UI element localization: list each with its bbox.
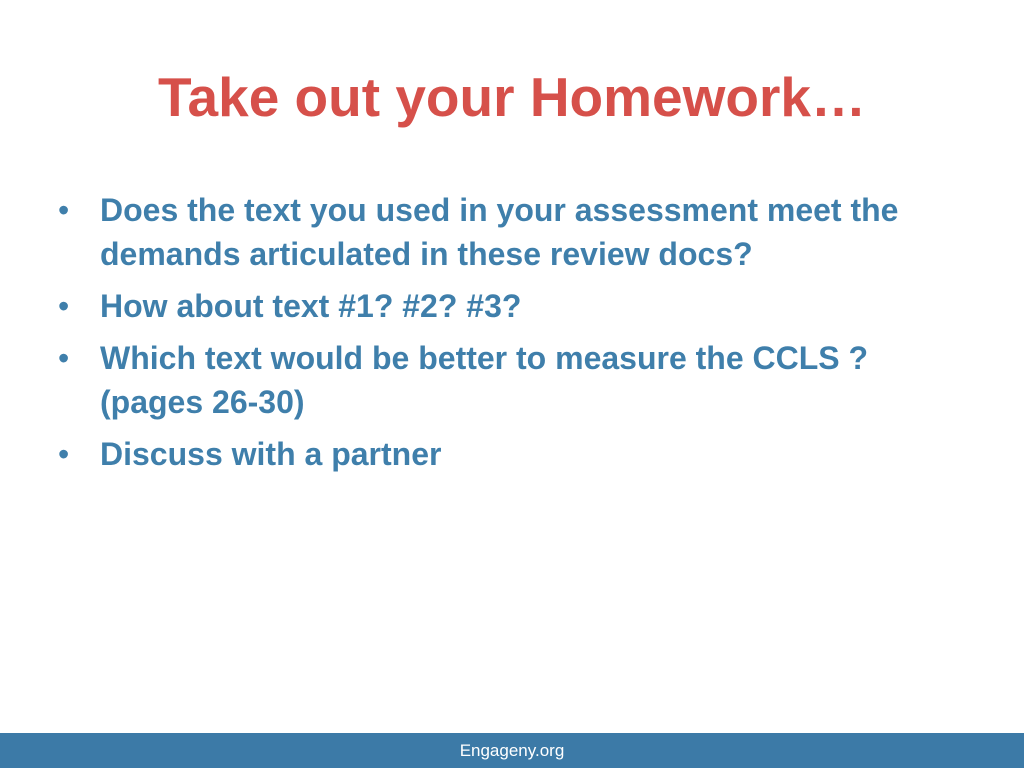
bullet-item [56,188,956,276]
bullet-text: Discuss with a partner [100,436,442,472]
slide-title: Take out your Homework… [158,66,866,128]
bullet-dot-icon: • [58,436,70,472]
bullet-dot-icon: • [58,192,70,228]
bullet-item [56,284,956,328]
bullet-item [56,432,956,476]
bullet-text: How about text #1? #2? #3? [100,288,522,324]
bullet-dot-icon: • [58,288,70,324]
footer-source-text: Engageny.org [459,741,565,760]
bullet-list [56,188,956,484]
footer-bar [0,733,1024,768]
bullet-text: Does the text you used in your assessment meet the demands articulated in these review docs? [100,192,899,272]
bullet-text: Which text would be better to measure the CCLS ? (pages 26-30) [100,340,869,420]
bullet-item [56,336,956,424]
bullet-dot-icon: • [58,340,70,376]
